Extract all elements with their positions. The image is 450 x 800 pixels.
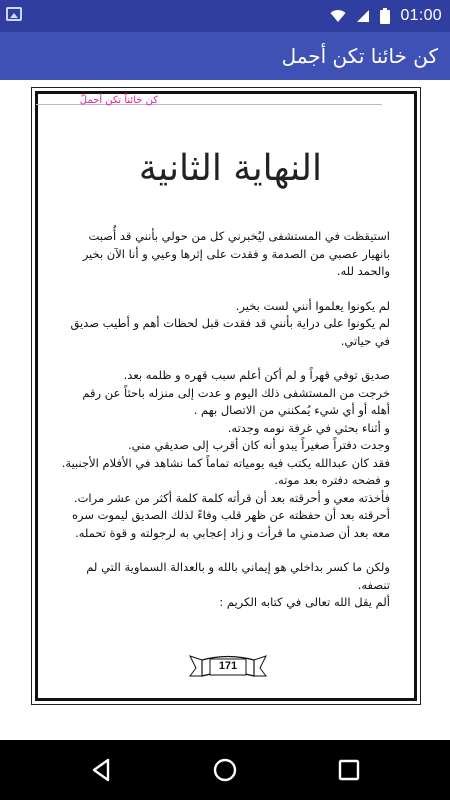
- paragraph-gap: [60, 281, 390, 298]
- page-number: 171: [218, 660, 238, 672]
- back-icon[interactable]: [86, 754, 118, 786]
- paragraph-gap: [60, 350, 390, 367]
- status-icons: [330, 0, 442, 32]
- battery-icon: [380, 8, 390, 24]
- body-paragraph: أحرقته بعد أن حفظته عن ظهر قلب وفاءً لذلك الصديق ليموت سره معه بعد أن صدمني ما قرأت و زاد إعجابي به لرجولته و قوة تحمله.: [71, 508, 390, 540]
- app-title: كن خائنا تكن أجمل: [281, 44, 438, 68]
- paragraph-gap: [60, 542, 390, 559]
- navigation-bar: [0, 740, 450, 800]
- image-icon: [6, 7, 22, 21]
- body-paragraph: و فضحه دفتره بعد موته.: [274, 473, 390, 487]
- app-bar: [0, 32, 450, 80]
- body-paragraph: وجدت دفتراً صغيراً يبدو أنه كان أقرب إلى صديقي مني.: [127, 438, 390, 452]
- page-number-ornament: [188, 651, 268, 681]
- page-body-text: [60, 228, 390, 612]
- chapter-title: النهاية الثانية: [138, 148, 322, 189]
- body-paragraph: و أثناء بحثي في غرفة نومه وجدته.: [227, 420, 390, 435]
- recents-icon[interactable]: [333, 754, 365, 786]
- body-paragraph: ولكن ما كسر بداخلي هو إيماني بالله و بالعدالة السماوية التي لم تنصفه.: [86, 560, 390, 592]
- body-paragraph: لم يكونوا على دراية بأنني قد فقدت قبل لحظات أهم و أطيب صديق في حياتي.: [70, 316, 390, 348]
- clock: 01:00: [400, 7, 442, 24]
- body-paragraph: ألم يقل الله تعالى في كتابه الكريم :: [219, 595, 390, 609]
- body-paragraph: لم يكونوا يعلموا أنني لست بخير.: [235, 298, 390, 313]
- status-bar: [0, 0, 450, 32]
- running-head: كن خائناً تكن أجملّ: [79, 95, 158, 106]
- body-paragraph: صديق توفي قهراً و لم أكن أعلم سبب قهره و ظلمه بعد.: [123, 368, 390, 382]
- body-paragraph: فأخذته معي و أحرقته بعد أن قرأته كلمة كلمة أكثر من عشر مرات.: [73, 490, 390, 505]
- wifi-icon: [330, 9, 346, 23]
- body-paragraph: خرجت من المستشفى ذلك اليوم و عدت إلى منزله باحثاً عن رقم أهله أو أي شيء يُمكنني من الاتصال بهم .: [82, 385, 390, 417]
- body-paragraph: استيقظت في المستشفى ليُخبرني كل من حولي بأنني قد أُصبت بانهيار عصبي من الصدمة و فقدت على إثرها وعيي و أنا الآن بخير والحمد لله.: [82, 229, 390, 278]
- home-icon[interactable]: [209, 754, 241, 786]
- signal-icon: [356, 9, 370, 23]
- body-paragraph: فقد كان عبدالله يكتب فيه يومياته تماماً كما نشاهد في الأفلام الأجنبية.: [61, 455, 390, 470]
